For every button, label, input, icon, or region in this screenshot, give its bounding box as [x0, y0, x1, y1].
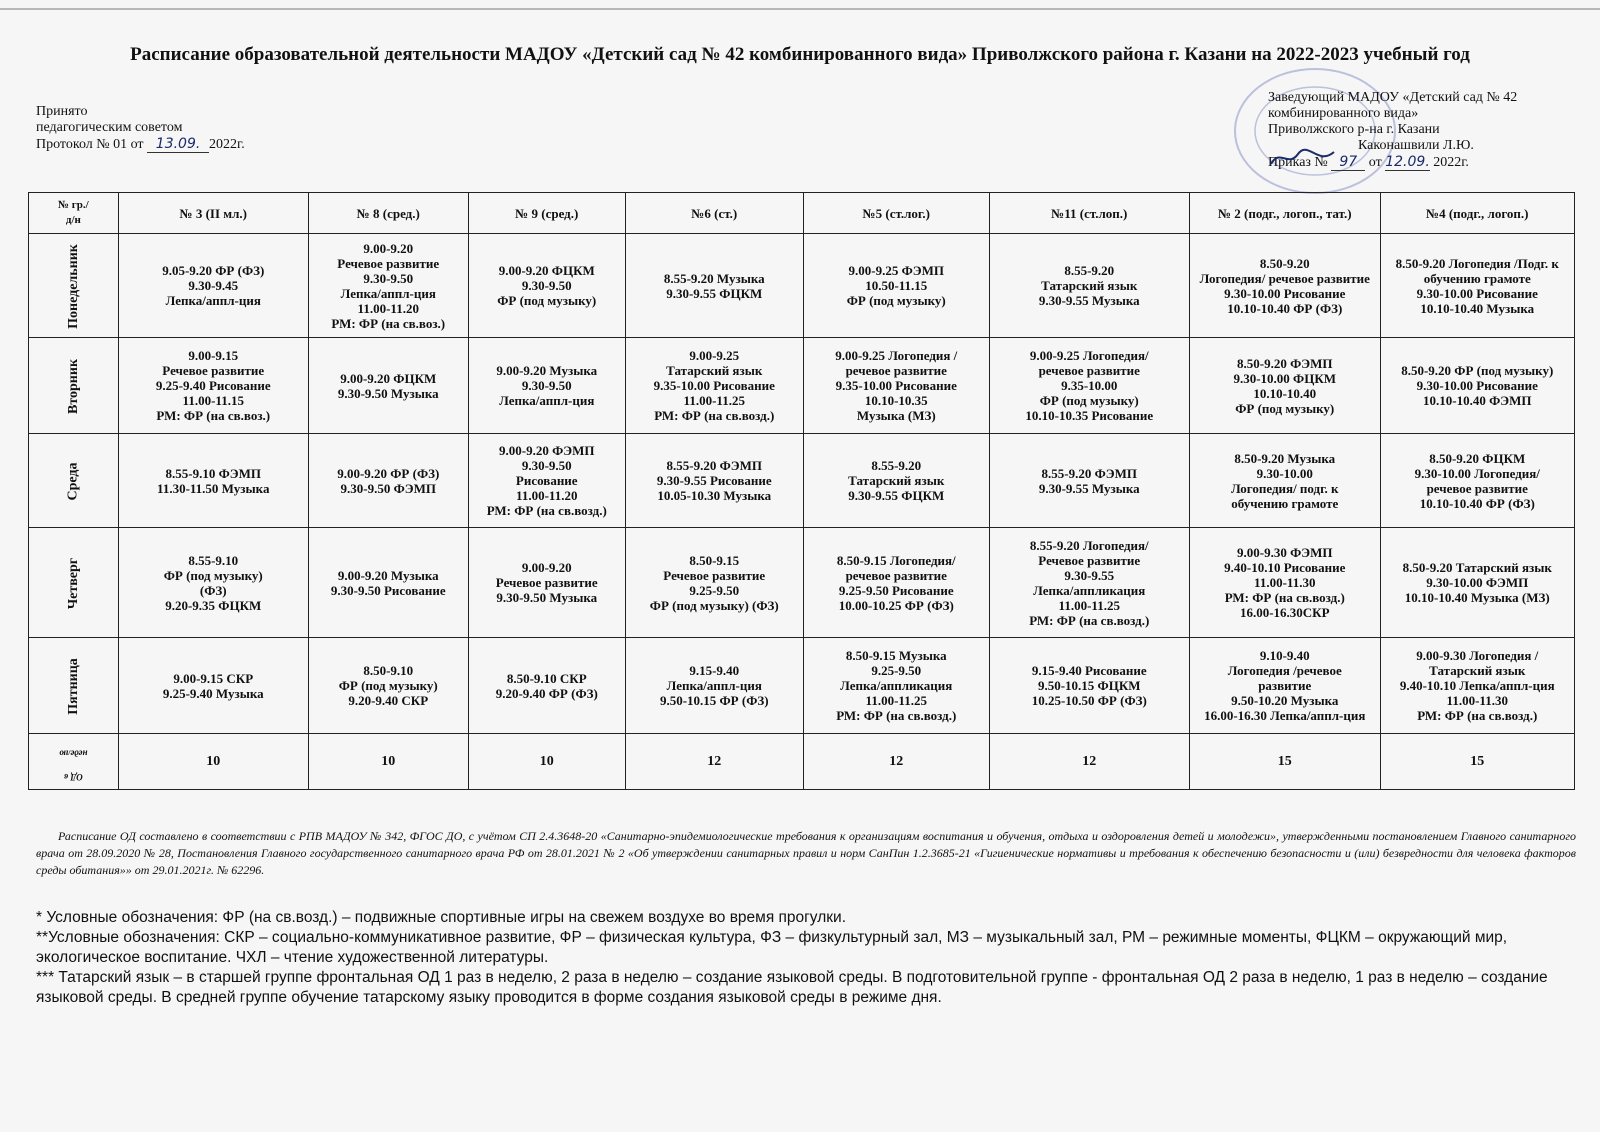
- activity-line: речевое развитие: [845, 567, 947, 583]
- activity-line: 9.25-9.50: [689, 582, 740, 598]
- activity-line: 10.25-10.50 ФР (ФЗ): [1031, 693, 1147, 708]
- activity-line: 10.10-10.35 Рисование: [1025, 408, 1154, 423]
- activity-line: 9.50-10.15 ФР (ФЗ): [659, 693, 769, 708]
- weekly-total: 12: [989, 734, 1189, 790]
- schedule-cell: [468, 338, 625, 434]
- activity-line: речевое развитие: [1038, 363, 1140, 378]
- activity-line: 9.30-9.50: [521, 378, 572, 393]
- weekly-label: [59, 740, 88, 787]
- activity-line: 11.00-11.30: [1446, 693, 1508, 708]
- order-mid: от: [1368, 155, 1382, 170]
- schedule-cell: [118, 434, 308, 528]
- schedule-cell: [1380, 528, 1574, 638]
- order-date: 12.09.: [1385, 154, 1430, 170]
- activity-line: 9.30-10.00 Рисование: [1416, 378, 1538, 393]
- activity-line: 11.00-11.20: [516, 488, 578, 503]
- activity-line: Речевое развитие: [495, 575, 598, 590]
- activity-line: РМ: ФР (на св.возд.): [836, 708, 957, 723]
- page-title: Расписание образовательной деятельности МАДОУ «Детский сад № 42 комбинированного вида» Приволжского района г. Казани на 2022-2023 учебный год: [130, 44, 1470, 65]
- activity-line: 9.35-10.00: [1061, 378, 1118, 393]
- protocol-suffix: 2022г.: [209, 137, 245, 152]
- schedule-cell: [803, 528, 989, 638]
- activity-line: 9.30-9.55 Музыка: [1038, 480, 1140, 496]
- activity-line: 11.00-11.25: [683, 393, 745, 408]
- signature: [1268, 146, 1338, 170]
- group-header: № 3 (II мл.): [118, 193, 308, 234]
- activity-line: 8.50-9.20 Музыка: [1234, 450, 1336, 466]
- weekly-total: 10: [468, 734, 625, 790]
- group-header: № 8 (сред.): [308, 193, 468, 234]
- activity-line: Татарский язык: [1429, 663, 1526, 678]
- activity-line: 9.00-9.20: [363, 240, 414, 256]
- activity-line: 9.00-9.20 ФЦКМ: [498, 263, 595, 278]
- schedule-cell: [1189, 234, 1380, 338]
- activity-line: 10.10-10.40 Музыка (МЗ): [1404, 590, 1550, 605]
- activity-line: ФР (под музыку): [1039, 393, 1139, 408]
- schedule-cell: [803, 234, 989, 338]
- activity-line: 8.55-9.10: [188, 552, 239, 568]
- legend-item: **Условные обозначения: СКР – социально-коммуникативное развитие, ФР – физическая культура, ФЗ – физкультурный зал, МЗ – музыкальный зал, РМ – режимные моменты, ФЦКМ – окружающий мир, экологическое воспитание. ЧХЛ – чтение художественной литературы.: [36, 929, 1508, 966]
- weekly-label-line: ОД в: [64, 772, 83, 783]
- activity-line: 8.50-9.20 ФЦКМ: [1429, 450, 1526, 466]
- activity-line: 9.00-9.20 ФЦКМ: [340, 370, 437, 386]
- activity-line: 9.30-10.00 Рисование: [1224, 285, 1346, 301]
- activity-line: Речевое развитие: [162, 363, 265, 378]
- schedule-cell: [1380, 338, 1574, 434]
- activity-line: 9.10-9.40: [1259, 648, 1310, 663]
- activity-line: РМ: ФР (на св.воз.): [331, 315, 446, 331]
- activity-line: 9.00-9.25 Логопедия/: [1029, 348, 1149, 363]
- activity-line: РМ: ФР (на св.возд.): [1224, 590, 1345, 605]
- activity-line: ФР (под музыку): [1235, 400, 1335, 416]
- activity-line: 9.30-10.00 ФЭМП: [1426, 575, 1529, 590]
- schedule-cell: [118, 234, 308, 338]
- activity-line: 9.30-10.00 Логопедия/: [1414, 465, 1540, 481]
- activity-line: 9.00-9.20 Музыка: [496, 363, 598, 378]
- schedule-cell: [1380, 234, 1574, 338]
- schedule-cell: [803, 638, 989, 734]
- activity-line: Речевое развитие: [663, 567, 766, 583]
- schedule-cell: [989, 234, 1189, 338]
- schedule-cell: [1189, 338, 1380, 434]
- schedule-cell: [625, 234, 803, 338]
- activity-line: 9.30-9.55 Рисование: [656, 473, 772, 488]
- head-line-2: комбинированного вида»: [1268, 106, 1419, 121]
- protocol-line: [36, 136, 245, 153]
- group-header: №4 (подг., логоп.): [1380, 193, 1574, 234]
- activity-line: 9.40-10.10 Рисование: [1224, 560, 1346, 575]
- day-label: Вторник: [65, 358, 81, 414]
- activity-line: 9.20-9.40 СКР: [348, 693, 429, 708]
- activity-line: Татарский язык: [848, 473, 945, 488]
- activity-line: 8.55-9.20 ФЭМП: [1041, 465, 1137, 481]
- group-header: №5 (ст.лог.): [803, 193, 989, 234]
- day-label: Четверг: [65, 557, 81, 609]
- table-row: [29, 528, 1575, 638]
- activity-line: Лепка/аппл-ция: [340, 285, 436, 301]
- weekly-total: 12: [803, 734, 989, 790]
- approval-block: [36, 104, 245, 153]
- activity-line: Логопедия /речевое: [1227, 663, 1342, 678]
- activity-line: Речевое развитие: [1038, 552, 1141, 568]
- weekly-total: 12: [625, 734, 803, 790]
- activity-line: 10.05-10.30 Музыка: [657, 488, 772, 503]
- activity-line: ФР (под музыку): [338, 678, 438, 693]
- protocol-prefix: Протокол № 01 от: [36, 137, 144, 152]
- schedule-cell: [989, 528, 1189, 638]
- table-header-row: [29, 193, 1575, 234]
- activity-line: РМ: ФР (на св.возд.): [654, 408, 775, 423]
- activity-line: речевое развитие: [845, 363, 947, 378]
- activity-line: 9.25-9.40 Музыка: [162, 685, 264, 701]
- order-prefix: Приказ №: [1268, 155, 1328, 170]
- legend: [36, 908, 1576, 1008]
- weekly-totals-row: [29, 734, 1575, 790]
- schedule-cell: [625, 638, 803, 734]
- activity-line: Речевое развитие: [337, 255, 440, 271]
- activity-line: ФР (под музыку): [846, 293, 946, 308]
- activity-line: 8.55-9.20: [871, 458, 922, 473]
- head-line-3: Приволжского р-на г. Казани: [1268, 122, 1440, 137]
- activity-line: 8.50-9.20 ФР (под музыку): [1401, 363, 1554, 378]
- activity-line: 8.50-9.20 ФЭМП: [1237, 355, 1333, 371]
- activity-line: 10.10-10.40 ФР (ФЗ): [1227, 300, 1343, 316]
- order-number: 97: [1331, 154, 1365, 171]
- activity-line: 9.30-9.55 Музыка: [1038, 293, 1140, 308]
- weekly-total: 15: [1189, 734, 1380, 790]
- activity-line: обучению грамоте: [1231, 495, 1339, 511]
- day-label: Пятница: [65, 657, 81, 715]
- regulatory-note: Расписание ОД составлено в соответствии с РПВ МАДОУ № 342, ФГОС ДО, с учётом СП 2.4.3648-20 «Санитарно-эпидемиологические требования к организациям воспитания и обучения, отдыха и оздоровления детей и молодежи», утвержденными постановлением Главного санитарного врача от 28.09.2020 № 28, Постановления Главного государственного санитарного врача РФ от 28.01.2021 № 2 «Об утверждении санитарных правил и норм СанПин 1.2.3685-21 «Гигиенические нормативы и требования к обеспечению безопасности и (или) безвредности для человека факторов среды обитания»» от 29.01.2021г. № 62296.: [36, 829, 1576, 877]
- day-cell: [29, 338, 119, 434]
- activity-line: обучению грамоте: [1423, 270, 1531, 286]
- activity-line: 11.00-11.25: [1058, 597, 1120, 613]
- activity-line: Логопедия/ речевое развитие: [1199, 270, 1370, 286]
- activity-line: 16.00-16.30 Лепка/аппл-ция: [1204, 708, 1366, 723]
- schedule-cell: [308, 528, 468, 638]
- table-row: [29, 638, 1575, 734]
- activity-line: ФР (под музыку): [497, 293, 597, 308]
- schedule-cell: [118, 638, 308, 734]
- weekly-total: 10: [308, 734, 468, 790]
- activity-line: 9.35-10.00 Рисование: [835, 378, 957, 393]
- table-row: [29, 338, 1575, 434]
- activity-line: 9.30-9.50 Музыка: [337, 385, 439, 401]
- activity-line: 9.00-9.20 ФР (ФЗ): [337, 465, 440, 481]
- schedule-cell: [625, 338, 803, 434]
- activity-line: ФР (под музыку) (ФЗ): [649, 597, 779, 613]
- activity-line: 9.00-9.30 Логопедия /: [1416, 648, 1539, 663]
- activity-line: Лепка/аппликация: [840, 678, 953, 693]
- activity-line: 10.00-10.25 ФР (ФЗ): [838, 597, 954, 613]
- table-row: [29, 434, 1575, 528]
- schedule-cell: [118, 528, 308, 638]
- legend-item: * Условные обозначения: ФР (на св.возд.) – подвижные спортивные игры на свежем воздухе во время прогулки.: [36, 909, 847, 926]
- weekly-label-line: неделю: [59, 748, 88, 759]
- activity-line: 8.55-9.10 ФЭМП: [165, 465, 261, 481]
- day-cell: [29, 234, 119, 338]
- activity-line: 8.50-9.15: [689, 552, 740, 568]
- order-suffix: 2022г.: [1433, 155, 1469, 170]
- corner-label-line: д/н: [65, 214, 81, 226]
- activity-line: 9.30-9.50 Рисование: [330, 582, 446, 598]
- activity-line: 8.55-9.20 Логопедия/: [1029, 537, 1149, 553]
- schedule-cell: [1380, 638, 1574, 734]
- activity-line: 10.10-10.40 ФЭМП: [1423, 393, 1532, 408]
- activity-line: Рисование: [515, 473, 578, 488]
- weekly-total: 10: [118, 734, 308, 790]
- day-label: Среда: [65, 461, 81, 501]
- activity-line: (ФЗ): [199, 582, 227, 598]
- activity-line: 11.00-11.30: [1254, 575, 1316, 590]
- activity-line: 11.00-11.15: [182, 393, 244, 408]
- activity-line: 9.30-10.00 ФЦКМ: [1233, 370, 1337, 386]
- schedule-cell: [1189, 638, 1380, 734]
- schedule-cell: [989, 338, 1189, 434]
- activity-line: речевое развитие: [1426, 480, 1528, 496]
- activity-line: 9.00-9.20: [521, 560, 572, 575]
- activity-line: 10.10-10.40 Музыка: [1420, 300, 1535, 316]
- activity-line: 9.30-9.55: [1064, 567, 1115, 583]
- activity-line: 9.00-9.15 СКР: [173, 670, 254, 686]
- group-header: №6 (ст.): [625, 193, 803, 234]
- schedule-cell: [468, 528, 625, 638]
- corner-header: [29, 193, 119, 234]
- activity-line: РМ: ФР (на св.воз.): [156, 408, 271, 423]
- top-scan-edge: [0, 8, 1600, 16]
- activity-line: 8.55-9.20 ФЭМП: [666, 458, 762, 473]
- activity-line: РМ: ФР (на св.возд.): [1029, 612, 1150, 628]
- activity-line: 9.50-10.20 Музыка: [1231, 693, 1339, 708]
- schedule-cell: [625, 528, 803, 638]
- approval-line-2: педагогическим советом: [36, 120, 183, 135]
- activity-line: Логопедия/ подг. к: [1230, 480, 1339, 496]
- day-cell: [29, 434, 119, 528]
- activity-line: 9.50-10.15 ФЦКМ: [1037, 678, 1141, 693]
- activity-line: 9.00-9.20 Музыка: [337, 567, 439, 583]
- activity-line: 10.10-10.35: [864, 393, 928, 408]
- activity-line: Лепка/аппликация: [1033, 582, 1146, 598]
- weekly-label-cell: [29, 734, 119, 790]
- activity-line: 8.50-9.15 Музыка: [845, 648, 947, 663]
- activity-line: Татарский язык: [1041, 278, 1138, 293]
- schedule-body: [29, 234, 1575, 790]
- activity-line: 9.00-9.25: [689, 348, 740, 363]
- activity-line: 8.50-9.20 Татарский язык: [1402, 560, 1552, 575]
- activity-line: 9.20-9.40 ФР (ФЗ): [495, 685, 598, 701]
- activity-line: Лепка/аппл-ция: [666, 678, 762, 693]
- activity-line: 8.50-9.10: [363, 663, 414, 678]
- schedule-cell: [989, 434, 1189, 528]
- activity-line: 9.05-9.20 ФР (ФЗ): [162, 263, 265, 278]
- activity-line: ФР (под музыку): [163, 567, 263, 583]
- schedule-cell: [308, 434, 468, 528]
- activity-line: 9.25-9.50 Рисование: [838, 582, 954, 598]
- group-header: № 9 (сред.): [468, 193, 625, 234]
- activity-line: 8.50-9.20 Логопедия /Подг. к: [1395, 255, 1559, 271]
- activity-line: 9.30-9.50: [521, 278, 572, 293]
- day-cell: [29, 528, 119, 638]
- activity-line: 9.00-9.20 ФЭМП: [499, 443, 595, 458]
- day-cell: [29, 638, 119, 734]
- activity-line: 11.30-11.50 Музыка: [157, 480, 270, 496]
- activity-line: Музыка (МЗ): [856, 408, 936, 423]
- activity-line: РМ: ФР (на св.возд.): [486, 503, 607, 518]
- schedule-cell: [625, 434, 803, 528]
- weekly-total: 15: [1380, 734, 1574, 790]
- schedule-cell: [989, 638, 1189, 734]
- activity-line: 9.30-9.50: [363, 270, 414, 286]
- activity-line: 11.00-11.25: [865, 693, 927, 708]
- activity-line: 9.25-9.40 Рисование: [155, 378, 271, 393]
- signer-name: Каконашвили Л.Ю.: [1358, 138, 1474, 153]
- activity-line: 9.20-9.35 ФЦКМ: [165, 597, 262, 613]
- schedule-cell: [803, 338, 989, 434]
- schedule-cell: [1189, 528, 1380, 638]
- activity-line: 9.30-9.55 ФЦКМ: [848, 488, 945, 503]
- activity-line: 11.00-11.20: [357, 300, 419, 316]
- schedule-cell: [468, 434, 625, 528]
- activity-line: 9.35-10.00 Рисование: [653, 378, 775, 393]
- activity-line: 10.10-10.40: [1253, 385, 1317, 401]
- corner-label-line: № гр./: [58, 199, 89, 211]
- legend-item: *** Татарский язык – в старшей группе фронтальная ОД 1 раз в неделю, 2 раза в неделю – создание языковой среды. В подготовительной группе - фронтальная ОД 2 раза в неделю, 1 раз в неделю – создание языковой среды. В средней группе обучение татарскому языку проводится в форме создания языковой среды в режиме дня.: [36, 969, 1548, 1006]
- activity-line: 8.50-9.20: [1259, 255, 1310, 271]
- activity-line: развитие: [1258, 678, 1312, 693]
- schedule-cell: [468, 638, 625, 734]
- schedule-cell: [468, 234, 625, 338]
- activity-line: 9.30-10.00 Рисование: [1416, 285, 1538, 301]
- day-label: Понедельник: [65, 243, 81, 329]
- activity-line: 8.50-9.10 СКР: [506, 670, 587, 686]
- activity-line: 8.55-9.20 Музыка: [663, 270, 765, 286]
- activity-line: 9.30-9.45: [188, 278, 239, 293]
- activity-line: 9.15-9.40 Рисование: [1031, 663, 1147, 678]
- head-line-1: Заведующий МАДОУ «Детский сад № 42: [1268, 90, 1518, 105]
- activity-line: 10.50-11.15: [865, 278, 928, 293]
- activity-line: 9.00-9.25 Логопедия /: [835, 348, 958, 363]
- schedule-table: [28, 192, 1575, 790]
- schedule-cell: [118, 338, 308, 434]
- protocol-date: 13.09.: [147, 136, 209, 153]
- activity-line: 9.00-9.25 ФЭМП: [848, 263, 944, 278]
- activity-line: 9.30-9.50 Музыка: [496, 590, 598, 605]
- schedule-cell: [308, 638, 468, 734]
- schedule-cell: [1189, 434, 1380, 528]
- schedule-cell: [803, 434, 989, 528]
- activity-line: РМ: ФР (на св.возд.): [1417, 708, 1538, 723]
- activity-line: 9.00-9.30 ФЭМП: [1237, 545, 1333, 560]
- group-header: №11 (ст.лоп.): [989, 193, 1189, 234]
- activity-line: Лепка/аппл-ция: [165, 293, 261, 308]
- activity-line: 16.00-16.30СКР: [1239, 605, 1330, 620]
- schedule-cell: [1380, 434, 1574, 528]
- table-row: [29, 234, 1575, 338]
- approval-line-1: Принято: [36, 104, 88, 119]
- schedule-cell: [308, 234, 468, 338]
- activity-line: 8.50-9.15 Логопедия/: [836, 552, 956, 568]
- activity-line: 9.30-9.50 ФЭМП: [340, 480, 436, 496]
- activity-line: 9.40-10.10 Лепка/аппл-ция: [1399, 678, 1555, 693]
- activity-line: 8.55-9.20: [1064, 263, 1115, 278]
- schedule-cell: [308, 338, 468, 434]
- activity-line: 9.30-9.50: [521, 458, 572, 473]
- activity-line: Татарский язык: [666, 363, 763, 378]
- activity-line: Лепка/аппл-ция: [499, 393, 595, 408]
- group-header: № 2 (подг., логоп., тат.): [1189, 193, 1380, 234]
- activity-line: 9.00-9.15: [188, 348, 239, 363]
- activity-line: 9.15-9.40: [689, 663, 740, 678]
- activity-line: 9.25-9.50: [871, 663, 922, 678]
- activity-line: 9.30-9.55 ФЦКМ: [666, 285, 763, 301]
- activity-line: 9.30-10.00: [1256, 465, 1313, 481]
- activity-line: 10.10-10.40 ФР (ФЗ): [1419, 495, 1535, 511]
